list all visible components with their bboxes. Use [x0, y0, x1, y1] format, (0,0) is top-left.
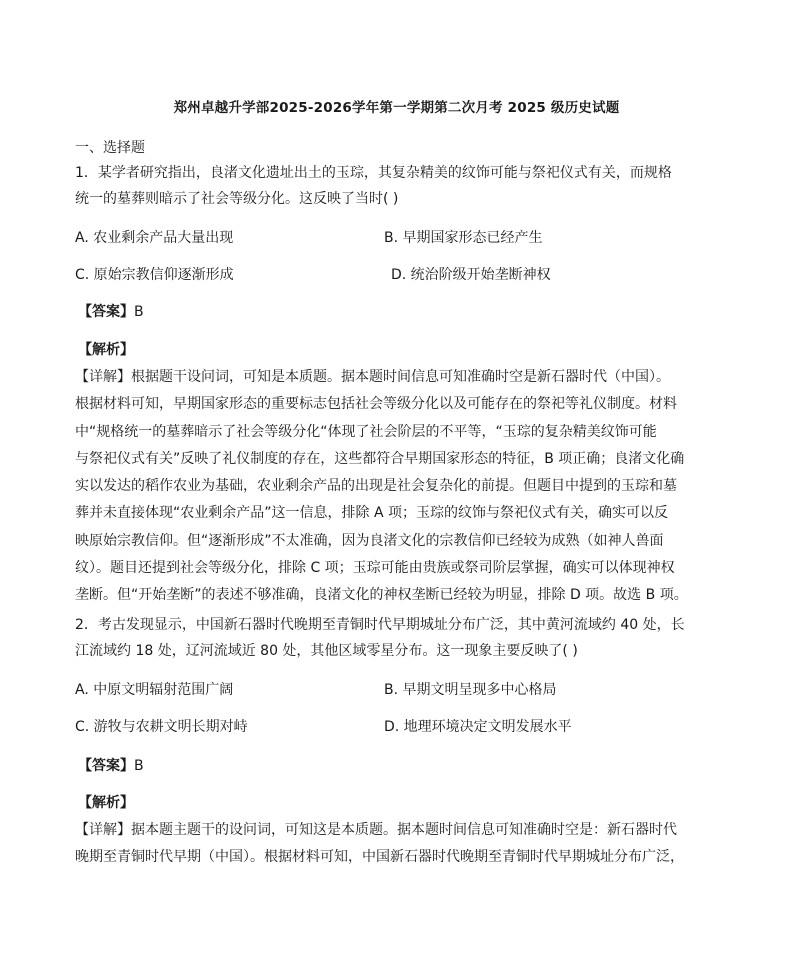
page-title: 郑州卓越升学部2025-2026学年第一学期第二次月考 2025 级历史试题 [173, 100, 620, 116]
detail-line: 纹）。题目还提到社会等级分化，排除 C 项；玉琮可能由贵族或祭司阶层掌握，确实可以体现神权 [75, 560, 675, 577]
q1-detail [75, 364, 700, 610]
q2-answer [78, 755, 144, 775]
detail-line: 映原始宗教信仰。但“逐渐形成”不太准确，因为良渚文化的宗教信仰已经较为成熟（如神人兽面 [75, 532, 664, 549]
question-2-stem [75, 612, 700, 664]
q1-option-c: C. 原始宗教信仰逐渐形成 [75, 267, 234, 283]
question-stem-line: 江流域约 18 处，辽河流域近 80 处，其他区域零星分布。这一现象主要反映了( ) [75, 643, 578, 659]
q1-answer [78, 301, 144, 321]
q2-detail [75, 817, 700, 872]
detail-line: 根据材料可知，早期国家形态的重要标志包括社会等级分化以及可能存在的祭祀等礼仪制度。材料 [75, 396, 677, 413]
question-1-stem [75, 160, 700, 212]
q1-option-b: B. 早期国家形态已经产生 [384, 230, 543, 246]
question-stem-line: 1．某学者研究指出，良渚文化遗址出土的玉琮，其复杂精美的纹饰可能与祭祀仪式有关，而规格 [75, 165, 672, 181]
detail-line: 中“规格统一的墓葬暗示了社会等级分化“体现了社会阶层的不平等，“玉琮的复杂精美纹饰可能 [75, 423, 657, 440]
q2-option-d: D. 地理环境决定文明发展水平 [384, 719, 572, 735]
q2-option-b: B. 早期文明呈现多中心格局 [384, 682, 557, 698]
answer-label: 【答案】 [78, 304, 134, 320]
q2-option-a: A. 中原文明辐射范围广阔 [75, 682, 234, 698]
detail-line: 葬并未直接体现“农业剩余产品”这一信息，排除 A 项；玉琮的纹饰与祭祀仪式有关，确实可以反 [75, 505, 668, 522]
answer-label: 【答案】 [78, 758, 134, 774]
detail-line: 与祭祀仪式有关”反映了礼仪制度的存在，这些都符合早期国家形态的特征，B 项正确；良渚文化确 [75, 450, 685, 467]
q1-option-a: A. 农业剩余产品大量出现 [75, 230, 234, 246]
question-stem-line: 2．考古发现显示，中国新石器时代晚期至青铜时代早期城址分布广泛，其中黄河流域约 40 处，长 [75, 617, 685, 633]
detail-line: 【详解】据本题主题干的设问词，可知这是本质题。据本题时间信息可知准确时空是：新石器时代 [75, 822, 677, 838]
detail-line: 晚期至青铜时代早期（中国）。根据材料可知，中国新石器时代晚期至青铜时代早期城址分布广泛， [75, 849, 684, 866]
section-heading: 一、选择题 [75, 140, 145, 156]
detail-line: 【详解】根据题干设问词，可知是本质题。据本题时间信息可知准确时空是新石器时代（中国）。 [75, 369, 670, 385]
q1-analysis-label: 【解析】 [78, 342, 134, 358]
q2-analysis-label: 【解析】 [78, 795, 134, 811]
answer-value: B [134, 304, 144, 320]
detail-line: 实以发达的稻作农业为基础，农业剩余产品的出现是社会复杂化的前提。但题目中提到的玉琮和墓 [75, 478, 677, 495]
question-stem-line: 统一的墓葬则暗示了社会等级分化。这反映了当时( ) [75, 191, 399, 207]
answer-value: B [134, 758, 144, 774]
detail-line: 垄断。但“开始垄断”的表述不够准确，良渚文化的神权垄断已经较为明显，排除 D 项。故选 B 项。 [75, 587, 688, 604]
q1-option-d: D. 统治阶级开始垄断神权 [391, 267, 551, 283]
q2-option-c: C. 游牧与农耕文明长期对峙 [75, 719, 248, 735]
